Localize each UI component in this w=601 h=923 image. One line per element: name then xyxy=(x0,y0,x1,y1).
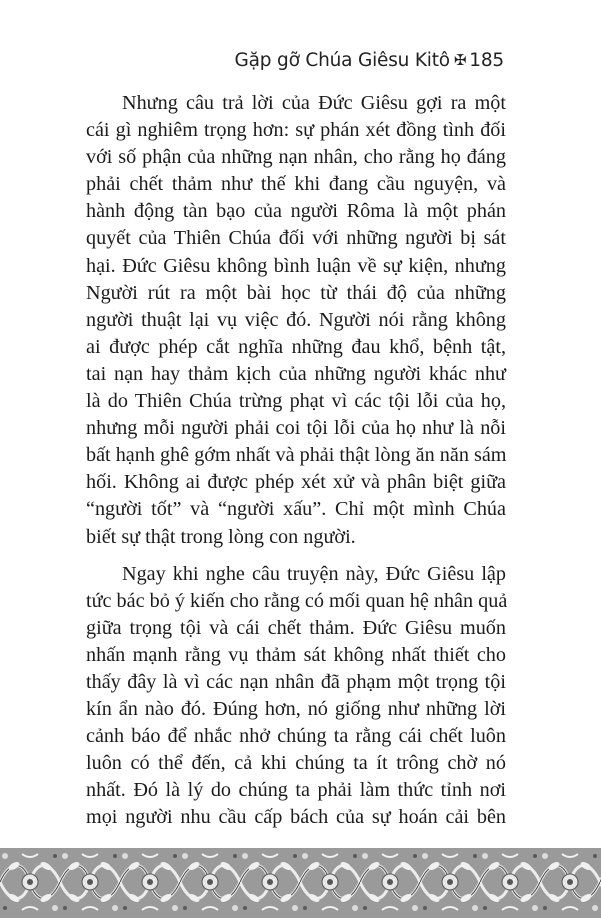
text-line: hối. Không ai được phép xét xử và phân biệt giữa xyxy=(86,471,506,494)
text-line: ai được phép cắt nghĩa những đau khổ, bệnh tật, xyxy=(86,335,506,358)
text-line: Người rút ra một bài học từ thái độ của những xyxy=(86,281,506,304)
text-line: luôn có thể đến, cả khi chúng ta ít trông chờ nó xyxy=(86,752,506,775)
text-line: kín ẩn nào đó. Đúng hơn, nó giống như những lời xyxy=(86,698,506,721)
text-line: bất hạnh ghê gớm nhất và phải thật lòng ăn năn sám xyxy=(86,444,507,467)
paragraph-1 xyxy=(86,90,506,551)
text-line: người thuật lại vụ việc đó. Người nói rằng không xyxy=(86,308,506,331)
text-line: giữa trọng tội và cái chết thảm. Đức Giêsu muốn xyxy=(86,616,506,639)
header-title: Gặp gỡ Chúa Giêsu Kitô xyxy=(234,50,450,71)
body-text xyxy=(86,90,506,832)
text-line: Ngay khi nghe câu truyện này, Đức Giêsu lập xyxy=(122,562,506,585)
cross-icon: ✠ xyxy=(453,51,467,69)
page-number: 185 xyxy=(469,50,504,71)
text-line: là do Thiên Chúa trừng phạt vì các tội lỗi của họ, xyxy=(86,390,506,413)
text-line: tức bác bỏ ý kiến cho rằng có mối quan hệ nhân quả xyxy=(86,589,508,612)
text-line: cái gì nghiêm trọng hơn: sự phán xét đồng tình đối xyxy=(86,119,506,142)
text-line: hại. Đức Giêsu không bình luận về sự kiện, nhưng xyxy=(86,254,506,277)
running-header xyxy=(235,50,504,71)
text-line: phải chết thảm như thế khi đang cầu nguyện, và xyxy=(86,173,506,196)
text-line: “người tốt” và “người xấu”. Chỉ một mình Chúa xyxy=(86,498,506,521)
text-line: biết sự thật trong lòng con người. xyxy=(86,525,356,548)
text-line: thấy đây là vì các nạn nhân đã phạm một trọng tội xyxy=(86,670,506,693)
text-line: nhưng mỗi người phải coi tội lỗi của họ như là nỗi xyxy=(86,417,506,440)
text-line: tai nạn hay thảm kịch của những người khác như xyxy=(86,362,506,385)
text-line: nhấn mạnh rằng vụ thảm sát không nhất thiết cho xyxy=(86,643,506,666)
text-line: nhất. Đó là lý do chúng ta phải làm thức tỉnh nơi xyxy=(86,779,506,802)
text-line: quyết của Thiên Chúa đối với những người bị sát xyxy=(86,227,506,250)
text-line: mọi người nhu cầu cấp bách của sự hoán cải bên xyxy=(86,806,506,829)
paragraph-gap xyxy=(86,551,506,561)
paragraph-2 xyxy=(86,561,506,832)
text-line: Nhưng câu trả lời của Đức Giêsu gợi ra một xyxy=(122,92,506,114)
text-line: hành động tàn bạo của người Rôma là một phán xyxy=(86,200,506,223)
text-line: với số phận của những nạn nhân, cho rằng họ đáng xyxy=(86,146,506,169)
text-line: cảnh báo để nhắc nhở chúng ta rằng cái chết luôn xyxy=(86,725,506,748)
floral-border-icon xyxy=(0,846,601,923)
